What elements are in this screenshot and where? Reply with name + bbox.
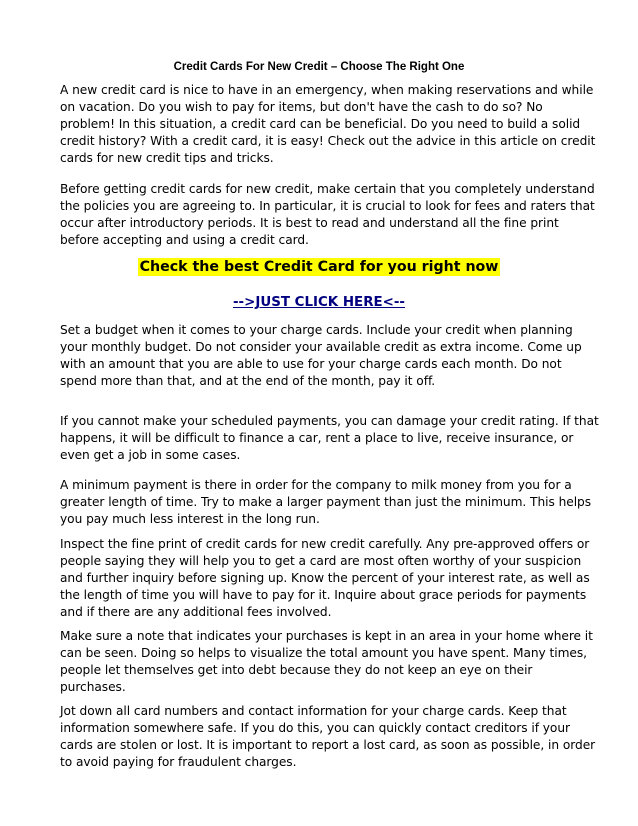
paragraph-fine-print: Inspect the fine print of credit cards for new credit carefully. Any pre-approved offers or people saying they will help you to get a card are most often worthy of your suspicion and further inquiry before signing up. Know the percent of your interest rate, as well as the length of time you will have to pay for it. Inquire about grace periods for payments and if there are any additional fees involved.	[60, 537, 590, 619]
just-click-here-link[interactable]: -->JUST CLICK HERE<--	[233, 295, 405, 310]
paragraph-card-numbers: Jot down all card numbers and contact information for your charge cards. Keep that information somewhere safe. If you do this, you can quickly contact creditors if your cards are stolen or lost. It is important to report a lost card, as soon as possible, in order to avoid paying for fraudulent charges.	[60, 704, 596, 769]
cta-headline-row	[0, 256, 638, 277]
paragraph-intro: A new credit card is nice to have in an emergency, when making reservations and while on vacation. Do you wish to pay for items, but don't have the cash to do so? No problem! In this situation, a credit card can be beneficial. Do you need to build a solid credit history? With a credit card, it is easy! Check out the advice in this article on credit cards for new credit tips and tricks.	[60, 83, 596, 165]
paragraph-purchase-note: Make sure a note that indicates your purchases is kept in an area in your home where it can be seen. Doing so helps to visualize the total amount you have spent. Many times, people let themselves get into debt because they do not keep an eye on their purchases.	[60, 629, 593, 694]
document-title: Credit Cards For New Credit – Choose The Right One	[173, 61, 465, 73]
cta-headline: Check the best Credit Card for you right now	[139, 259, 499, 275]
paragraph-scheduled-payments: If you cannot make your scheduled payments, you can damage your credit rating. If that happens, it will be difficult to finance a car, rent a place to live, receive insurance, or even get a job in some cases.	[60, 414, 599, 462]
cta-link-row	[0, 291, 638, 312]
paragraph-understand-policies: Before getting credit cards for new credit, make certain that you completely understand the policies you are agreeing to. In particular, it is crucial to look for fees and raters that occur after introductory periods. It is best to read and understand all the fine print before accepting and using a credit card.	[60, 182, 595, 247]
paragraph-minimum-payment: A minimum payment is there in order for the company to milk money from you for a greater length of time. Try to make a larger payment than just the minimum. This helps you pay much less interest in the long run.	[60, 478, 592, 526]
paragraph-budget: Set a budget when it comes to your charge cards. Include your credit when planning your monthly budget. Do not consider your available credit as extra income. Come up with an amount that you are able to use for your charge cards each month. Do not spend more than that, and at the end of the month, pay it off.	[60, 323, 582, 388]
